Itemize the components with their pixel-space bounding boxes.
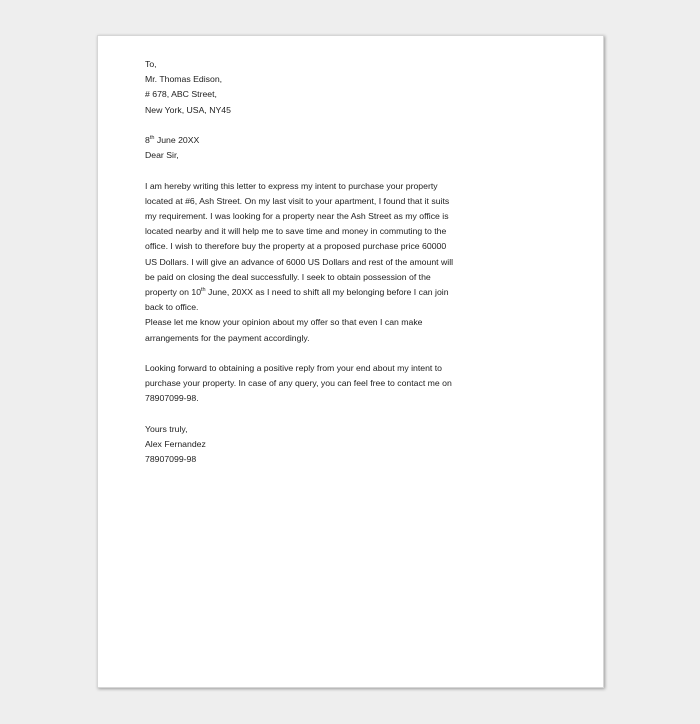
date-rest: June 20XX xyxy=(154,135,200,145)
date-suffix: th xyxy=(149,135,155,142)
possession-text-rest: June, 20XX as I need to shift all my belonging before I can join xyxy=(205,287,449,298)
paragraph2-line: Looking forward to obtaining a positive reply from your end about my intent to xyxy=(145,363,442,374)
letter-date xyxy=(145,133,465,148)
date-day: 8 xyxy=(145,135,150,145)
paragraph1-line: located nearby and it will help me to save time and money in commuting to the xyxy=(145,226,447,237)
letter-body xyxy=(145,57,465,467)
paragraph1-line: arrangements for the payment accordingly. xyxy=(145,332,310,343)
possession-text: property on 10 xyxy=(145,287,202,298)
spacer xyxy=(145,118,465,133)
spacer xyxy=(145,346,465,361)
paragraph1-line: be paid on closing the deal successfully. I seek to obtain possession of the xyxy=(145,271,431,282)
sender-name: Alex Fernandez xyxy=(145,439,206,450)
possession-date-suffix: th xyxy=(201,287,206,294)
paragraph1-line: office. I wish to therefore buy the property at a proposed purchase price 60000 xyxy=(145,241,447,252)
paragraph1-line: back to office. xyxy=(145,302,199,313)
document-page xyxy=(97,35,604,688)
paragraph1-line: US Dollars. I will give an advance of 6000 US Dollars and rest of the amount will xyxy=(145,256,454,267)
paragraph1-line: located at #6, Ash Street. On my last visit to your apartment, I found that it suits xyxy=(145,195,450,206)
recipient-to: To, xyxy=(145,59,157,69)
paragraph1-line: I am hereby writing this letter to express my intent to purchase your property xyxy=(145,180,438,191)
signoff: Yours truly, xyxy=(145,423,188,434)
paragraph1-line xyxy=(145,285,465,300)
spacer xyxy=(145,407,465,422)
paragraph1-line: Please let me know your opinion about my offer so that even I can make xyxy=(145,317,423,328)
sender-phone: 78907099-98 xyxy=(145,454,197,465)
greeting: Dear Sir, xyxy=(145,150,179,161)
recipient-street: # 678, ABC Street, xyxy=(145,89,217,100)
paragraph1-line: my requirement. I was looking for a property near the Ash Street as my office is xyxy=(145,211,449,221)
recipient-city: New York, USA, NY45 xyxy=(145,104,231,115)
paragraph2-line: 78907099-98. xyxy=(145,393,199,404)
spacer xyxy=(145,163,465,178)
paragraph2-line: purchase your property. In case of any query, you can feel free to contact me on xyxy=(145,378,452,389)
recipient-name: Mr. Thomas Edison, xyxy=(145,74,223,85)
